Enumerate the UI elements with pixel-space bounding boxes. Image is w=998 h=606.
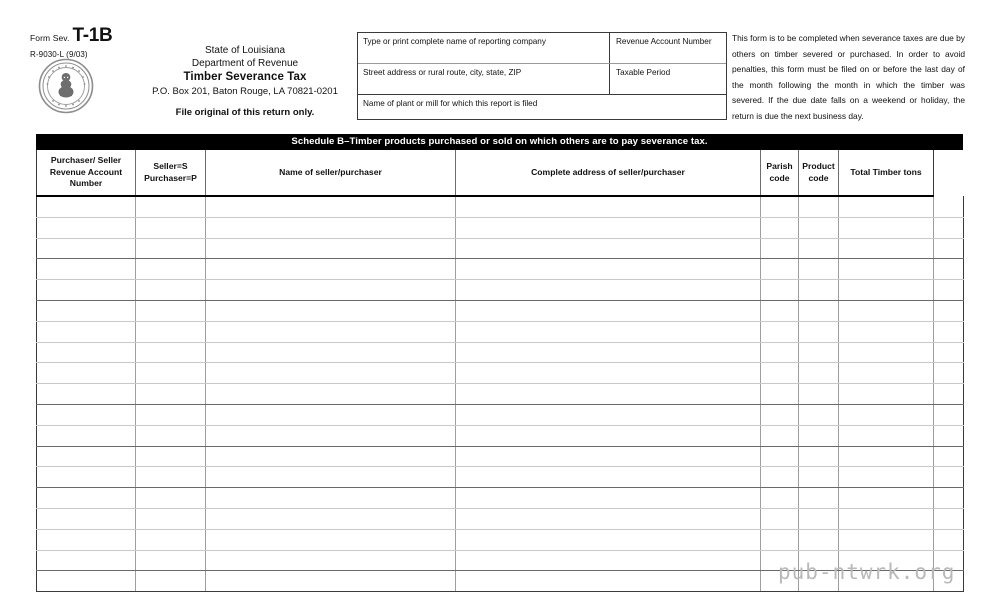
table-row (37, 300, 964, 321)
table-cell[interactable] (934, 238, 964, 259)
table-cell[interactable] (799, 529, 839, 550)
agency-department: Department of Revenue (191, 58, 299, 70)
table-row (37, 508, 964, 529)
table-cell[interactable] (839, 238, 934, 259)
table-cell[interactable] (799, 321, 839, 342)
table-cell[interactable] (456, 571, 761, 592)
table-cell[interactable] (206, 488, 456, 509)
revenue-account-number-field[interactable] (609, 33, 726, 63)
company-name-field[interactable] (358, 33, 609, 63)
table-cell[interactable] (136, 196, 206, 217)
form-sev-label: Form Sev. (30, 33, 70, 43)
table-row (37, 196, 964, 217)
table-cell[interactable] (761, 300, 799, 321)
table-cell[interactable] (934, 488, 964, 509)
table-row (37, 550, 964, 571)
table-cell[interactable] (37, 508, 136, 529)
table-cell[interactable] (206, 508, 456, 529)
table-cell[interactable] (934, 508, 964, 529)
table-cell[interactable] (761, 342, 799, 363)
table-cell[interactable] (761, 508, 799, 529)
table-cell[interactable] (799, 300, 839, 321)
table-cell[interactable] (839, 550, 934, 571)
filing-instructions-text: This form is to be completed when severance taxes are due by others on timber severed or purchased. In order to avoid penalties, this form must be filed on or before the last day of the month following the month in which the timber was severed. If the due date falls on a weekend or holiday, the return is due the next business day. (732, 33, 965, 121)
table-cell[interactable] (839, 300, 934, 321)
table-cell[interactable] (934, 425, 964, 446)
table-row (37, 425, 964, 446)
column-header-product-code: Product code (799, 150, 839, 196)
table-cell[interactable] (37, 571, 136, 592)
form-code-line (30, 26, 160, 45)
table-cell[interactable] (136, 300, 206, 321)
table-cell[interactable] (37, 467, 136, 488)
table-cell[interactable] (799, 363, 839, 384)
table-cell[interactable] (136, 321, 206, 342)
table-cell[interactable] (761, 425, 799, 446)
schedule-b-table (36, 134, 963, 592)
table-cell[interactable] (761, 488, 799, 509)
table-cell[interactable] (37, 404, 136, 425)
table-cell[interactable] (799, 446, 839, 467)
table-cell[interactable] (456, 404, 761, 425)
column-header-seller-s-purchaser-p: Seller=S Purchaser=P (136, 150, 206, 196)
revenue-account-number-label: Revenue Account Number (616, 37, 712, 46)
table-cell[interactable] (136, 217, 206, 238)
table-cell[interactable] (761, 529, 799, 550)
table-row (37, 467, 964, 488)
table-cell[interactable] (799, 425, 839, 446)
table-cell[interactable] (839, 508, 934, 529)
taxpayer-row-address (358, 64, 726, 95)
table-cell[interactable] (206, 321, 456, 342)
table-cell[interactable] (934, 280, 964, 301)
table-cell[interactable] (136, 259, 206, 280)
table-cell[interactable] (839, 529, 934, 550)
table-cell[interactable] (206, 217, 456, 238)
table-cell[interactable] (136, 342, 206, 363)
table-cell[interactable] (456, 384, 761, 405)
table-cell[interactable] (761, 404, 799, 425)
taxpayer-info-box (357, 32, 727, 120)
column-header-complete-address-of-seller-purchaser: Complete address of seller/purchaser (456, 150, 761, 196)
table-cell[interactable] (206, 342, 456, 363)
table-row (37, 321, 964, 342)
table-cell[interactable] (839, 217, 934, 238)
column-header-blank (934, 150, 964, 196)
table-cell[interactable] (206, 300, 456, 321)
table-cell[interactable] (799, 488, 839, 509)
table-cell[interactable] (761, 550, 799, 571)
table-cell[interactable] (206, 446, 456, 467)
table-cell[interactable] (839, 571, 934, 592)
street-address-label: Street address or rural route, city, state, ZIP (363, 68, 522, 77)
table-cell[interactable] (799, 508, 839, 529)
table-cell[interactable] (456, 508, 761, 529)
table-row (37, 488, 964, 509)
table-cell[interactable] (934, 321, 964, 342)
table-cell[interactable] (934, 217, 964, 238)
table-cell[interactable] (934, 384, 964, 405)
table-cell[interactable] (456, 300, 761, 321)
table-cell[interactable] (456, 217, 761, 238)
table-cell[interactable] (761, 259, 799, 280)
table-cell[interactable] (136, 363, 206, 384)
table-cell[interactable] (37, 259, 136, 280)
street-address-field[interactable] (358, 64, 609, 94)
table-cell[interactable] (839, 259, 934, 280)
taxpayer-row-plant (358, 95, 726, 121)
table-cell[interactable] (456, 446, 761, 467)
table-cell[interactable] (136, 404, 206, 425)
table-cell[interactable] (934, 467, 964, 488)
table-cell[interactable] (761, 280, 799, 301)
table-cell[interactable] (761, 238, 799, 259)
form-header (0, 0, 998, 130)
table-cell[interactable] (761, 467, 799, 488)
schedule-title-bar: Schedule B–Timber products purchased or sold on which others are to pay severance tax. (36, 134, 963, 150)
table-cell[interactable] (799, 384, 839, 405)
table-row (37, 238, 964, 259)
table-cell[interactable] (136, 238, 206, 259)
table-cell[interactable] (136, 529, 206, 550)
table-cell[interactable] (839, 404, 934, 425)
table-cell[interactable] (839, 384, 934, 405)
form-code: T-1B (72, 25, 113, 46)
table-cell[interactable] (761, 217, 799, 238)
table-cell[interactable] (934, 529, 964, 550)
table-cell[interactable] (934, 550, 964, 571)
table-row (37, 404, 964, 425)
table-cell[interactable] (206, 425, 456, 446)
schedule-body (37, 196, 964, 592)
table-cell[interactable] (799, 404, 839, 425)
table-cell[interactable] (136, 467, 206, 488)
table-cell[interactable] (206, 196, 456, 217)
table-cell[interactable] (136, 446, 206, 467)
table-row (37, 259, 964, 280)
table-cell[interactable] (206, 404, 456, 425)
table-row (37, 529, 964, 550)
table-cell[interactable] (761, 446, 799, 467)
agency-state: State of Louisiana (204, 45, 286, 56)
table-cell[interactable] (136, 384, 206, 405)
table-cell[interactable] (799, 342, 839, 363)
table-cell[interactable] (799, 467, 839, 488)
table-cell[interactable] (136, 488, 206, 509)
table-cell[interactable] (37, 488, 136, 509)
table-cell[interactable] (839, 363, 934, 384)
table-cell[interactable] (934, 404, 964, 425)
table-cell[interactable] (839, 446, 934, 467)
table-cell[interactable] (839, 321, 934, 342)
table-row (37, 217, 964, 238)
column-header-row (37, 150, 964, 196)
table-cell[interactable] (37, 238, 136, 259)
table-cell[interactable] (761, 571, 799, 592)
table-cell[interactable] (839, 196, 934, 217)
table-cell[interactable] (934, 196, 964, 217)
table-cell[interactable] (456, 280, 761, 301)
schedule-b-grid (36, 150, 964, 592)
table-cell[interactable] (456, 196, 761, 217)
table-cell[interactable] (456, 238, 761, 259)
table-cell[interactable] (37, 321, 136, 342)
column-header-parish-code: Parish code (761, 150, 799, 196)
agency-address-block (120, 44, 370, 120)
column-header-purchaser-seller-revenue-account-number: Purchaser/ Seller Revenue Account Number (37, 150, 136, 196)
watermark: pub-ntwrk.org (778, 560, 956, 584)
table-cell[interactable] (839, 280, 934, 301)
table-cell[interactable] (206, 529, 456, 550)
table-cell[interactable] (934, 446, 964, 467)
louisiana-state-seal-icon (38, 58, 94, 114)
table-cell[interactable] (456, 321, 761, 342)
table-row (37, 446, 964, 467)
table-cell[interactable] (839, 425, 934, 446)
table-cell[interactable] (799, 280, 839, 301)
table-cell[interactable] (456, 363, 761, 384)
file-original-notice: File original of this return only. (175, 107, 315, 119)
table-cell[interactable] (934, 363, 964, 384)
table-cell[interactable] (799, 196, 839, 217)
table-row (37, 571, 964, 592)
table-cell[interactable] (799, 571, 839, 592)
table-row (37, 280, 964, 301)
table-cell[interactable] (456, 425, 761, 446)
table-cell[interactable] (839, 488, 934, 509)
table-cell[interactable] (206, 280, 456, 301)
table-cell[interactable] (136, 508, 206, 529)
table-cell[interactable] (761, 196, 799, 217)
column-header-name-of-seller-purchaser: Name of seller/purchaser (206, 150, 456, 196)
form-title: Timber Severance Tax (183, 71, 307, 84)
table-cell[interactable] (456, 550, 761, 571)
table-cell[interactable] (761, 321, 799, 342)
table-cell[interactable] (37, 550, 136, 571)
table-cell[interactable] (37, 196, 136, 217)
table-cell[interactable] (934, 259, 964, 280)
table-cell[interactable] (37, 280, 136, 301)
column-header-total-timber-tons: Total Timber tons (839, 150, 934, 196)
table-cell[interactable] (761, 363, 799, 384)
form-revision-number: R-9030-L (9/03) (30, 50, 88, 59)
table-cell[interactable] (37, 342, 136, 363)
table-cell[interactable] (839, 342, 934, 363)
table-cell[interactable] (37, 529, 136, 550)
table-cell[interactable] (934, 300, 964, 321)
table-cell[interactable] (136, 280, 206, 301)
taxable-period-field[interactable] (609, 64, 726, 94)
table-cell[interactable] (934, 571, 964, 592)
table-cell[interactable] (206, 363, 456, 384)
table-cell[interactable] (799, 238, 839, 259)
table-cell[interactable] (37, 363, 136, 384)
company-name-label: Type or print complete name of reporting company (363, 37, 546, 46)
table-cell[interactable] (799, 259, 839, 280)
table-cell[interactable] (136, 550, 206, 571)
table-cell[interactable] (206, 467, 456, 488)
plant-name-field[interactable] (358, 95, 726, 121)
table-cell[interactable] (37, 384, 136, 405)
table-cell[interactable] (456, 467, 761, 488)
taxable-period-label: Taxable Period (616, 68, 671, 77)
table-cell[interactable] (136, 571, 206, 592)
table-cell[interactable] (799, 550, 839, 571)
table-cell[interactable] (37, 217, 136, 238)
table-cell[interactable] (456, 342, 761, 363)
table-cell[interactable] (37, 300, 136, 321)
table-cell[interactable] (799, 217, 839, 238)
agency-mailing-address: P.O. Box 201, Baton Rouge, LA 70821-0201 (152, 85, 338, 97)
table-cell[interactable] (206, 259, 456, 280)
table-cell[interactable] (456, 488, 761, 509)
table-cell[interactable] (761, 384, 799, 405)
table-cell[interactable] (37, 425, 136, 446)
table-cell[interactable] (37, 446, 136, 467)
table-cell[interactable] (456, 259, 761, 280)
table-cell[interactable] (206, 238, 456, 259)
table-cell[interactable] (456, 529, 761, 550)
table-cell[interactable] (136, 425, 206, 446)
table-cell[interactable] (206, 571, 456, 592)
table-cell[interactable] (206, 384, 456, 405)
taxpayer-row-company (358, 33, 726, 64)
table-cell[interactable] (934, 342, 964, 363)
table-row (37, 363, 964, 384)
table-cell[interactable] (839, 467, 934, 488)
table-row (37, 342, 964, 363)
plant-name-label: Name of plant or mill for which this report is filed (363, 99, 538, 108)
table-row (37, 384, 964, 405)
table-cell[interactable] (206, 550, 456, 571)
